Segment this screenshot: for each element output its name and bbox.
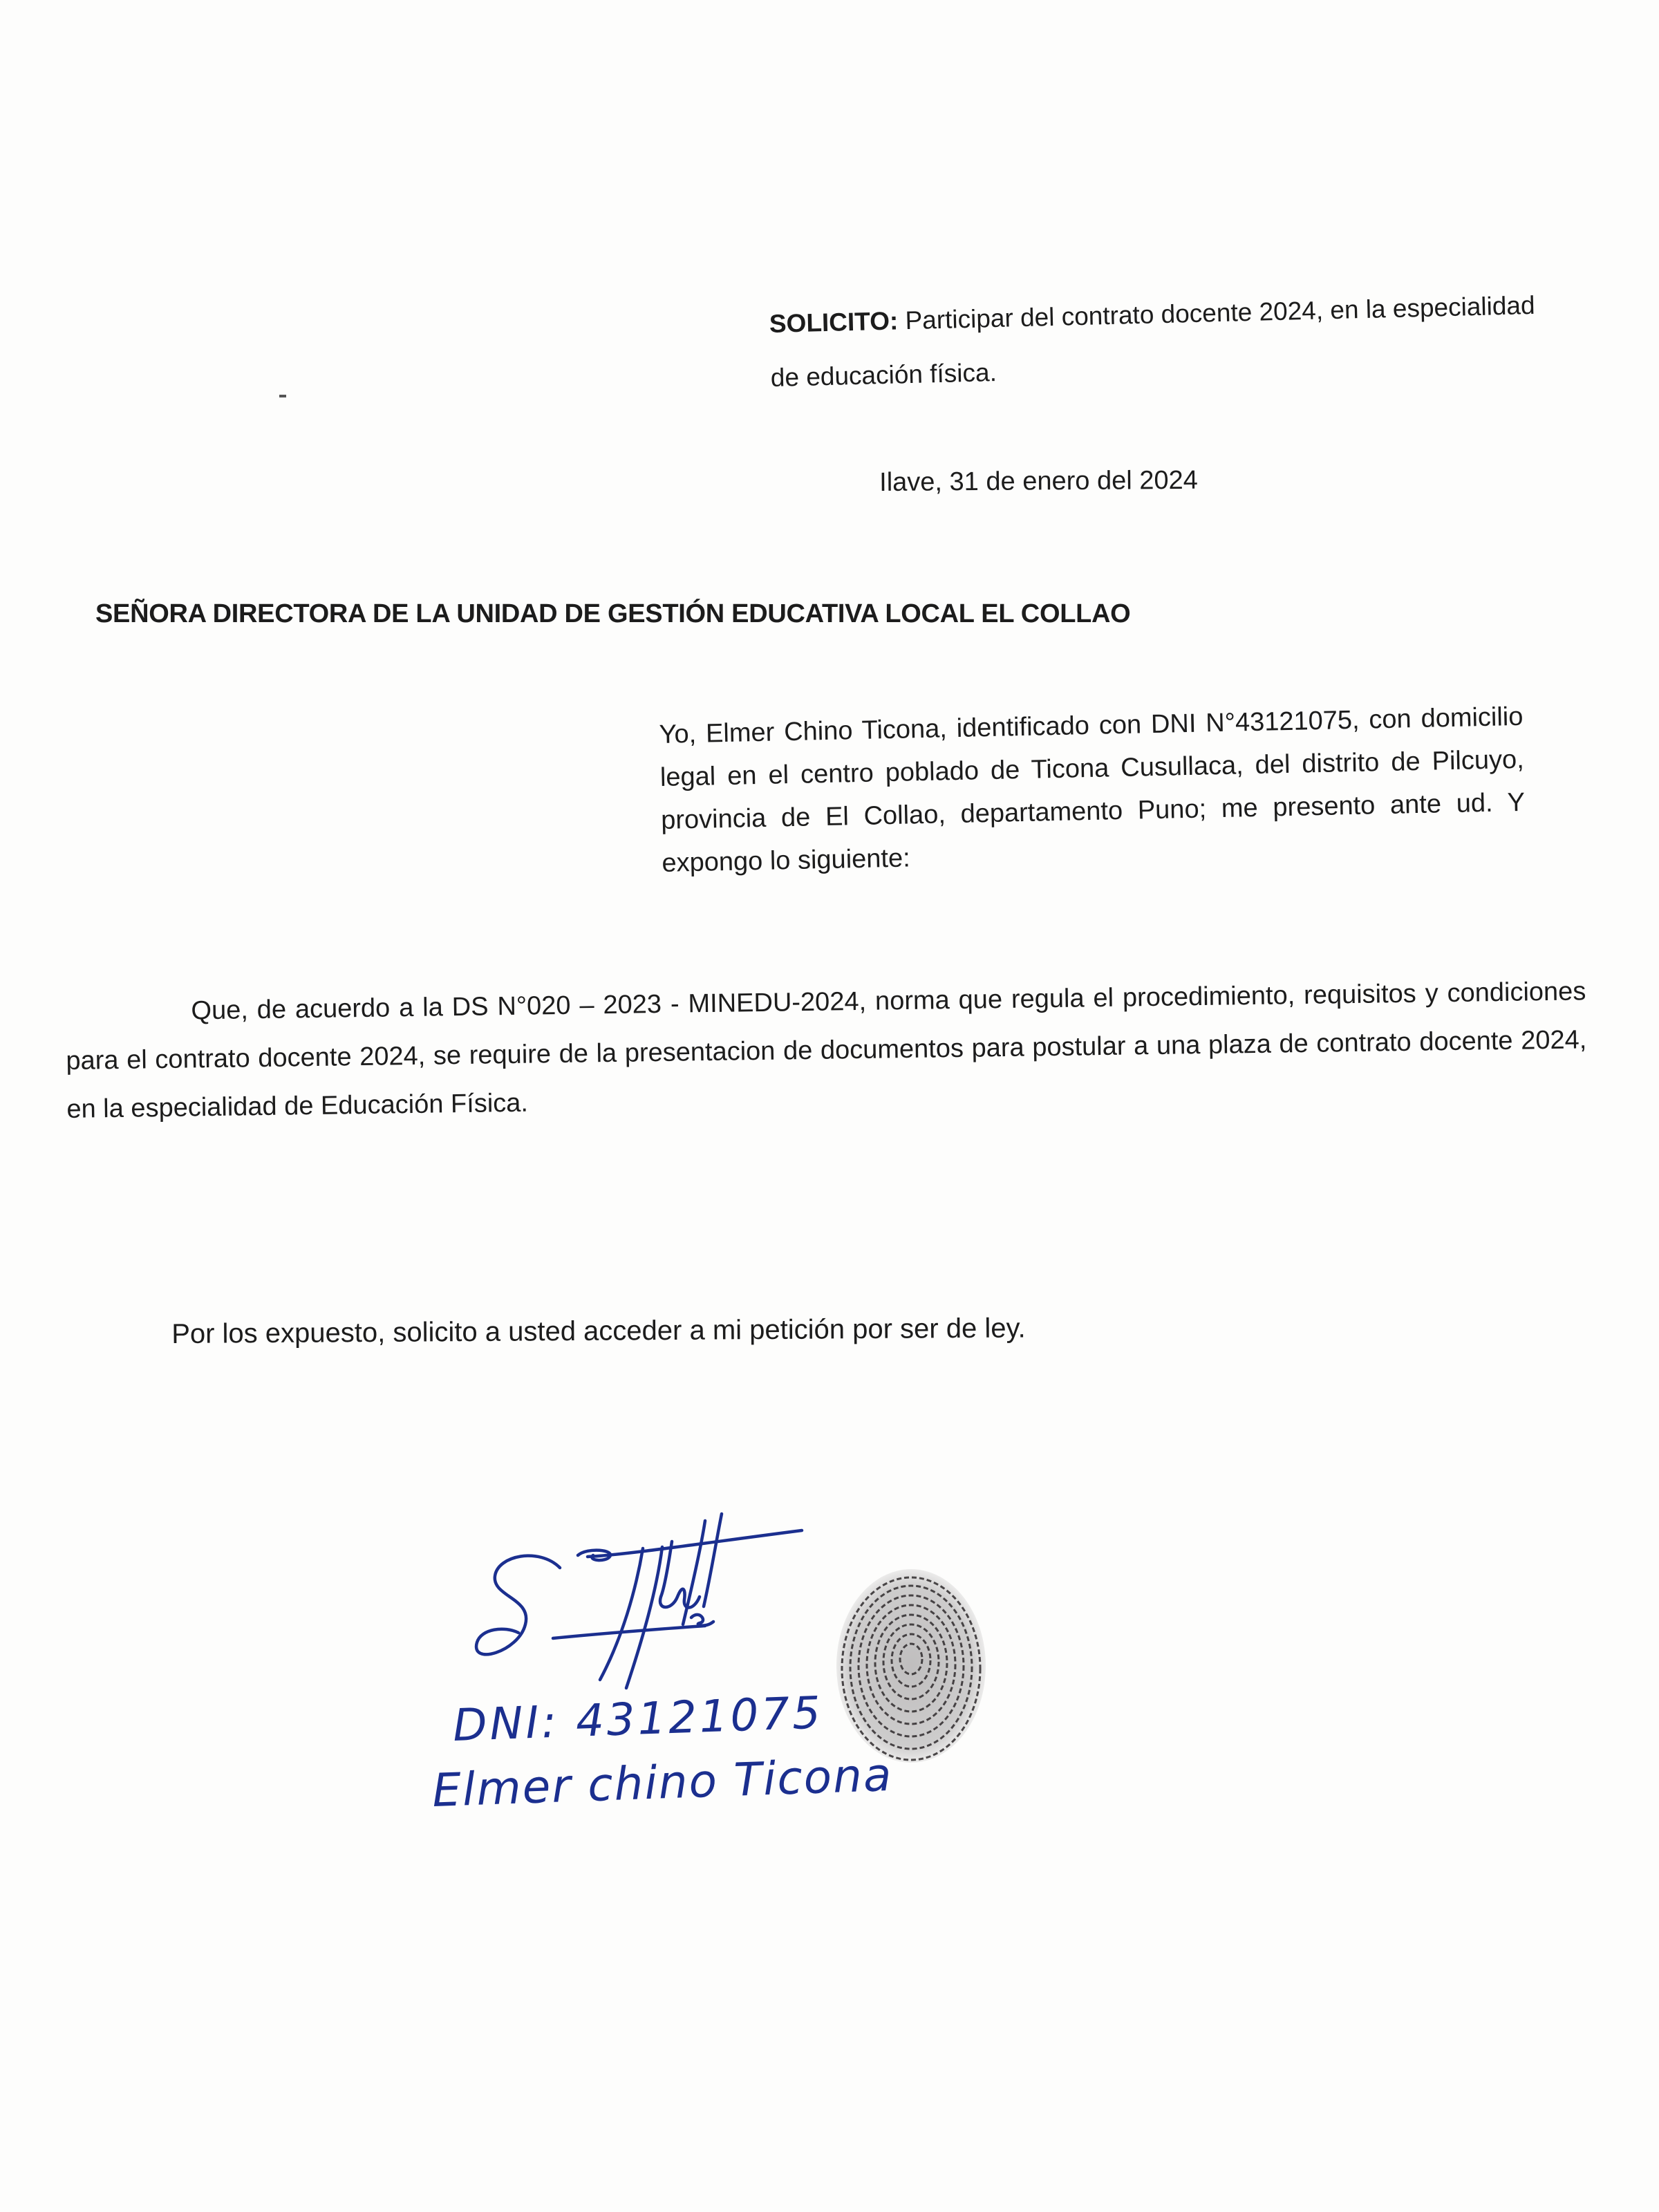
solicito-header xyxy=(769,279,1538,405)
addressee-heading: SEÑORA DIRECTORA DE LA UNIDAD DE GESTIÓN EDUCATIVA LOCAL EL COLLAO xyxy=(95,599,1131,628)
closing-sentence: Por los expuesto, solicito a usted acceder a mi petición por ser de ley. xyxy=(171,1313,1026,1349)
signature-block xyxy=(415,1507,1037,1853)
handwritten-signature xyxy=(415,1507,843,1714)
handwritten-dni: DNI: 43121075 xyxy=(452,1687,824,1752)
solicito-label: SOLICITO: xyxy=(769,306,899,338)
body-paragraph: Que, de acuerdo a la DS N°020 – 2023 - MINEDU-2024, norma que regula el procedimiento, requisitos y condiciones para el contrato docente 2024, se require de la presentacion de documentos para postular a una plaza de contrato docente 2024, en la especialidad de Educación Física. xyxy=(66,977,1587,1124)
handwritten-name: Elmer chino Ticona xyxy=(431,1747,894,1817)
solicito-text: Participar del contrato docente 2024, en la especialidad de educación física. xyxy=(770,290,1535,392)
intro-paragraph: Yo, Elmer Chino Ticona, identificado con DNI N°43121075, con domicilio legal en el centro poblado de Ticona Cusullaca, del distrito de Pilcuyo, provincia de El Collao, departamento Puno; me presento ante ud. Y expongo lo siguiente: xyxy=(659,702,1526,878)
stray-ink-mark xyxy=(279,395,286,397)
place-date: Ilave, 31 de enero del 2024 xyxy=(879,465,1198,497)
fingerprint-icon xyxy=(828,1562,994,1770)
